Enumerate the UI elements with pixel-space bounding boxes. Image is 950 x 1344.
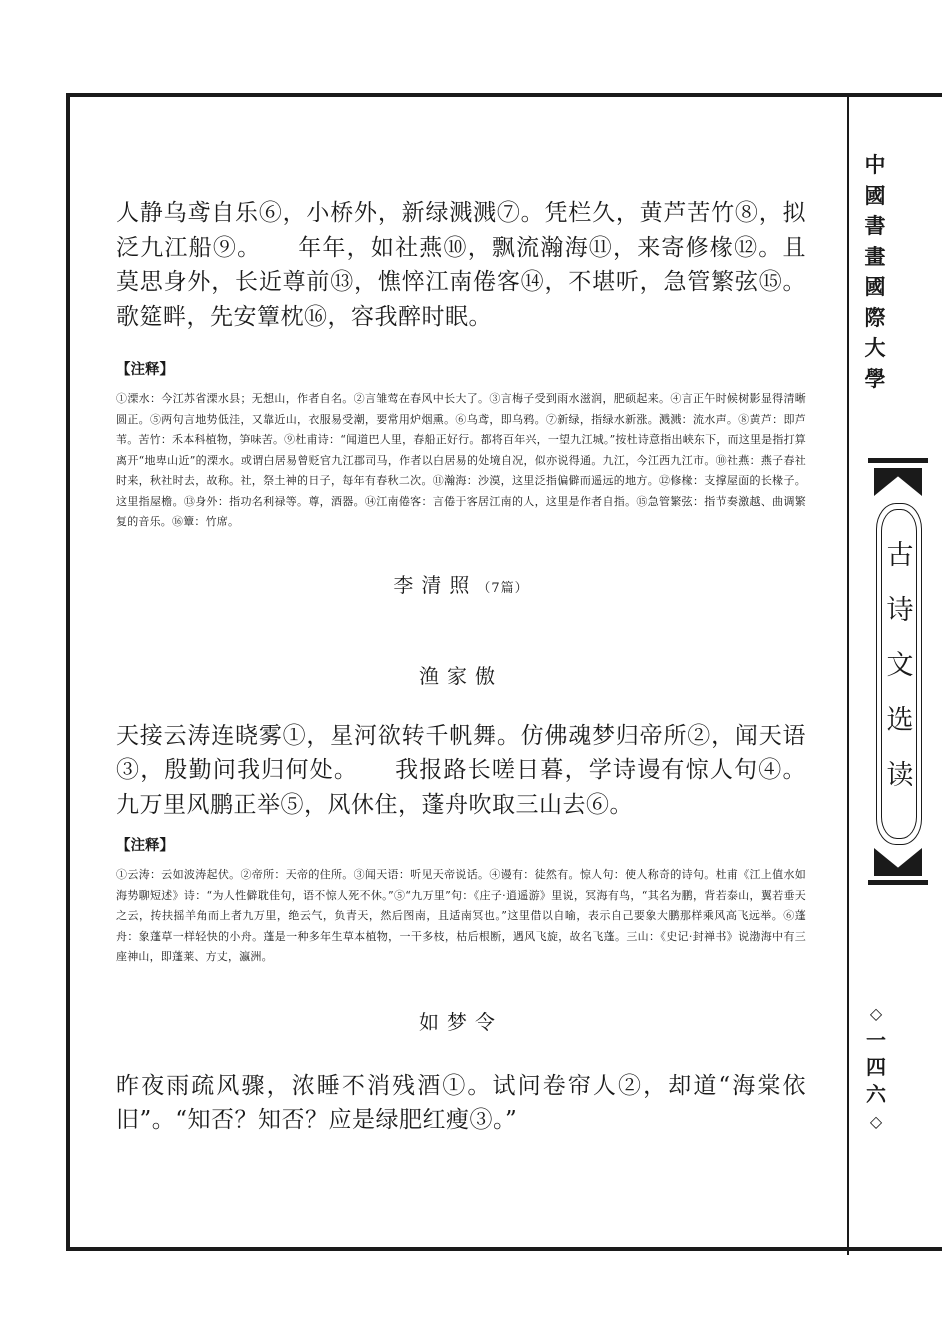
- notes-heading: 【注释】: [116, 362, 174, 378]
- poem-text: 人静乌鸢自乐⑥，小桥外，新绿溅溅⑦。凭栏久，黄芦苦竹⑧，拟泛九江船⑨。 年年，如社燕⑩，飘流瀚海⑪，来寄修椽⑫。且莫思身外，长近尊前⑬，憔悴江南倦客⑭，不堪听，急管繁弦⑮。歌筵畔，先安簟枕⑯，容我醉时眠。: [116, 200, 806, 330]
- margin-divider: [847, 93, 849, 1255]
- band-top: [868, 458, 928, 463]
- notes-heading: 【注释】: [116, 838, 174, 854]
- poem-text: 昨夜雨疏风骤，浓睡不消残酒①。试问卷帘人②，却道“海棠依旧”。“知否？知否？应是绿肥红瘦③。”: [116, 1072, 806, 1133]
- page-number: ◇ 一 四 六 ◇: [866, 1004, 886, 1131]
- poem-text: 天接云涛连晓雾①，星河欲转千帆舞。仿佛魂梦归帝所②，闻天语③，殷勤问我归何处。 我报路长嗟日暮，学诗谩有惊人句④。九万里风鹏正举⑤，风休住，蓬舟吹取三山去⑥。: [116, 722, 806, 818]
- book-title: 古 诗 文 选 读: [886, 540, 914, 791]
- band-bottom: [868, 880, 928, 885]
- main-content: [116, 196, 806, 1138]
- notes-text: ①云涛：云如波涛起伏。②帝所：天帝的住所。③闻天语：听见天帝说话。④谩有：徒然有。惊人句：使人称奇的诗句。杜甫《江上值水如海势聊短述》诗：“为人性僻耽佳句，语不惊人死不休。”⑤“九万里”句：《庄子·逍遥游》里说，冥海有鸟，“其名为鹏，背若泰山，翼若垂天之云，抟扶摇羊角而上者九万里，绝云气，负青天，然后图南，且适南冥也。”这里借以自喻，表示自己要象大鹏那样乘风高飞远举。⑥蓬舟：象蓬草一样轻快的小舟。蓬是一种多年生草本植物，一干多枝，枯后根断，遇风飞旋，故名飞蓬。三山：《史记·封禅书》说渤海中有三座神山，即蓬莱、方丈，瀛洲。: [116, 868, 806, 963]
- author-name: 李清照: [393, 572, 478, 597]
- notes-text: ①溧水：今江苏省溧水县；无想山，作者自名。②言雏莺在春风中长大了。③言梅子受到雨水滋润，肥硕起来。④言正午时候树影显得清晰圆正。⑤两句言地势低洼，又靠近山，衣服易受潮，要常用炉烟熏。⑥乌鸢，即乌鸦。⑦新绿，指绿水新涨。溅溅：流水声。⑧黄芦：即芦苇。苦竹：禾本科植物，笋味苦。⑨杜甫诗：“闻道巴人里，春船正好行。都将百年兴，一望九江城。”按杜诗意指出峡东下，而这里是指打算离开“地卑山近”的溧水。或谓白居易曾贬官九江郡司马，作者以白居易的处境自况，似亦说得通。九江，今江西九江市。⑩社燕：燕子春社时来，秋社时去，故称。社，祭土神的日子，每年有春秋二次。⑪瀚海：沙漠，这里泛指偏僻而遥远的地方。⑫修椽：支撑屋面的长椽子。这里指屋檐。⑬身外：指功名利禄等。尊，酒器。⑭江南倦客：言倦于客居江南的人，这里是作者自指。⑮急管繁弦：指节奏激越、曲调繁复的音乐。⑯簟：竹席。: [116, 392, 806, 528]
- author-heading: [116, 569, 806, 598]
- series-title: 中 國 書 畫 國 際 大 學: [864, 152, 886, 391]
- poem-title: 如梦令: [419, 1009, 503, 1034]
- author-count: （7篇）: [477, 580, 529, 596]
- poem-title: 渔家傲: [419, 663, 503, 688]
